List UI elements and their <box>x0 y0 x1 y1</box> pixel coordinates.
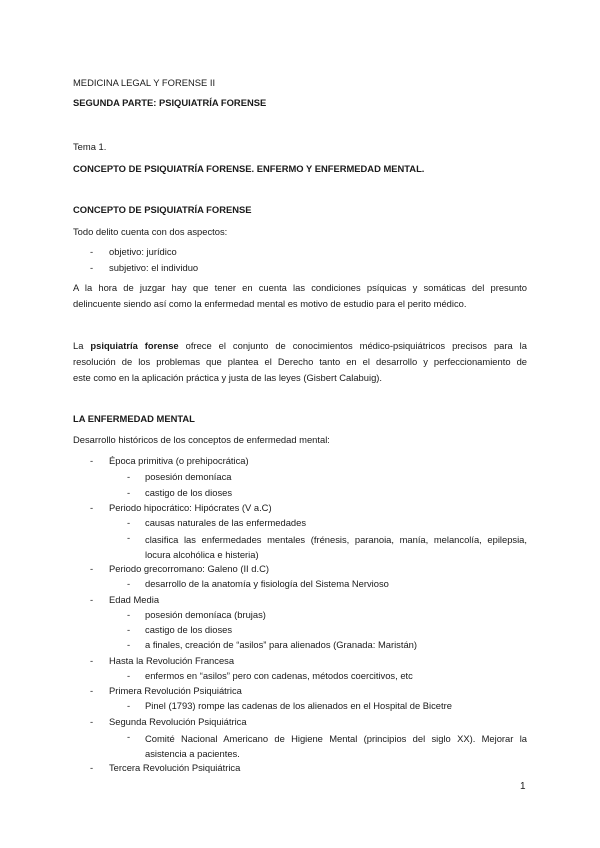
list-dash: - <box>90 716 94 727</box>
list-dash: - <box>90 685 94 696</box>
sub-list-item: a finales, creación de “asilos” para alienados (Granada: Maristán) <box>145 639 418 650</box>
list-dash: - <box>127 609 131 620</box>
list-dash: - <box>90 563 94 574</box>
list-dash: - <box>127 471 131 482</box>
list-dash: - <box>90 762 94 773</box>
paragraph-line: A la hora de juzgar hay que tener en cuenta las condiciones psíquicas y somáticas del presunto <box>73 282 527 293</box>
paragraph-line: delincuente siendo así como la enfermedad mental es motivo de estudio para el perito médico. <box>73 298 467 309</box>
sub-list-item: desarrollo de la anatomía y fisiología del Sistema Nervioso <box>145 578 389 589</box>
paragraph-line: este como en la aplicación práctica y justa de las leyes (Gisbert Calabuig). <box>73 372 383 383</box>
sub-list-item: castigo de los dioses <box>145 624 233 635</box>
topic-number: Tema 1. <box>73 141 107 152</box>
section-heading-concepto: CONCEPTO DE PSIQUIATRÍA FORENSE <box>73 204 252 215</box>
sub-list-item: Comité Nacional Americano de Higiene Mental (principios del siglo XX). Mejorar la asistencia a pacientes. <box>145 733 527 759</box>
list-item: Segunda Revolución Psiquiátrica <box>109 716 247 727</box>
part-title: SEGUNDA PARTE: PSIQUIATRÍA FORENSE <box>73 97 267 108</box>
list-item: Periodo hipocrático: Hipócrates (V a.C) <box>109 502 272 513</box>
list-dash: - <box>127 700 131 711</box>
list-dash: - <box>90 502 94 513</box>
sub-list-item: castigo de los dioses <box>145 487 233 498</box>
list-dash: - <box>90 262 94 273</box>
sub-list-item: posesión demoníaca <box>145 471 232 482</box>
paragraph-line: La psiquiatría forense ofrece el conjunto de conocimientos médico-psiquiátricos precisos para la <box>73 340 527 351</box>
list-dash: - <box>90 246 94 257</box>
list-item: Edad Media <box>109 594 160 605</box>
list-item: Periodo grecorromano: Galeno (II d.C) <box>109 563 269 574</box>
course-title: MEDICINA LEGAL Y FORENSE II <box>73 77 216 88</box>
section-heading-enfermedad: LA ENFERMEDAD MENTAL <box>73 413 195 424</box>
list-dash: - <box>127 532 131 543</box>
list-item: Primera Revolución Psiquiátrica <box>109 685 242 696</box>
list-item: subjetivo: el individuo <box>109 262 199 273</box>
list-dash: - <box>127 578 131 589</box>
list-dash: - <box>127 487 131 498</box>
list-dash: - <box>127 670 131 681</box>
list-item: objetivo: jurídico <box>109 246 177 257</box>
list-item: Época primitiva (o prehipocrática) <box>109 455 249 466</box>
page-number: 1 <box>520 781 526 792</box>
list-item: Hasta la Revolución Francesa <box>109 655 235 666</box>
term-psiquiatria-forense: psiquiatría forense <box>90 340 179 351</box>
sub-list-item: causas naturales de las enfermedades <box>145 517 307 528</box>
history-intro: Desarrollo históricos de los conceptos de enfermedad mental: <box>73 434 330 445</box>
sub-list-item: enfermos en “asilos” pero con cadenas, métodos coercitivos, etc <box>145 670 413 681</box>
list-dash: - <box>90 655 94 666</box>
list-dash: - <box>127 624 131 635</box>
list-item: Tercera Revolución Psiquiátrica <box>109 762 241 773</box>
sub-list-item: Pinel (1793) rompe las cadenas de los alienados en el Hospital de Bicetre <box>145 700 452 711</box>
topic-title: CONCEPTO DE PSIQUIATRÍA FORENSE. ENFERMO Y ENFERMEDAD MENTAL. <box>73 163 425 174</box>
list-dash: - <box>90 594 94 605</box>
list-dash: - <box>127 517 131 528</box>
list-dash: - <box>127 639 131 650</box>
paragraph-line: resolución de los problemas que plantea el Derecho tanto en el desarrollo y perfeccionamiento de <box>73 356 527 367</box>
aspects-intro: Todo delito cuenta con dos aspectos: <box>73 226 228 237</box>
list-dash: - <box>90 455 94 466</box>
sub-list-item: posesión demoníaca (brujas) <box>145 609 266 620</box>
list-dash: - <box>127 731 131 742</box>
sub-list-item: clasifica las enfermedades mentales (frénesis, paranoia, manía, melancolía, epilepsia, locura alcohólica e histeria) <box>145 534 527 560</box>
